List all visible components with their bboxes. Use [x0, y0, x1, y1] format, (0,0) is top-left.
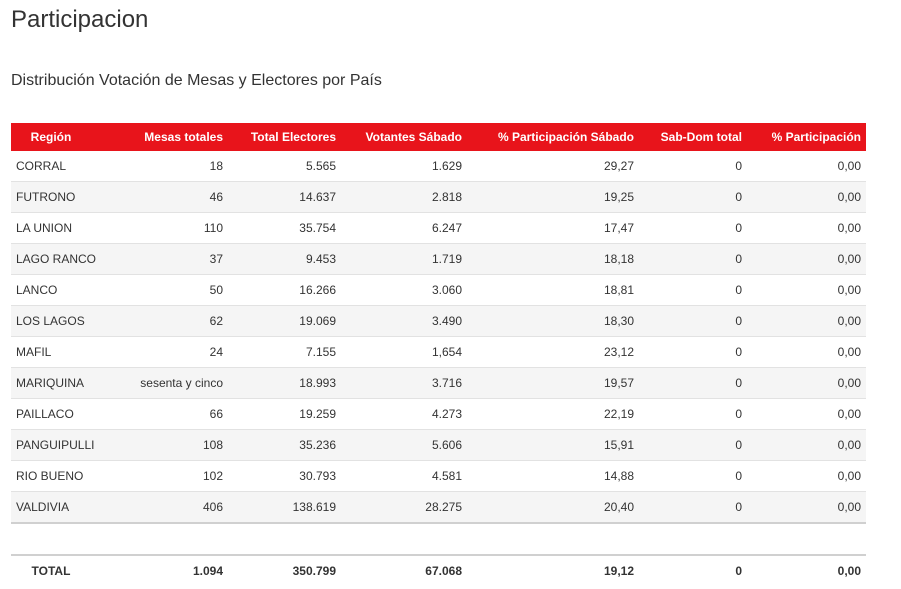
cell-mesas-totales: 62 [91, 306, 228, 337]
cell-total-electores: 18.993 [228, 368, 341, 399]
cell-participacion-sabado: 14,88 [467, 461, 639, 492]
cell-mesas-totales: sesenta y cinco [91, 368, 228, 399]
total-mesas-totales: 1.094 [91, 555, 228, 586]
total-sab-dom-total: 0 [639, 555, 747, 586]
table-row [11, 368, 866, 399]
table-row [11, 306, 866, 337]
cell-participacion: 0,00 [747, 399, 866, 430]
table-row [11, 399, 866, 430]
cell-participacion-sabado: 19,25 [467, 182, 639, 213]
cell-participacion: 0,00 [747, 337, 866, 368]
cell-votantes-sabado: 3.060 [341, 275, 467, 306]
cell-participacion-sabado: 18,81 [467, 275, 639, 306]
cell-sab-dom-total: 0 [639, 492, 747, 524]
cell-sab-dom-total: 0 [639, 182, 747, 213]
cell-participacion: 0,00 [747, 306, 866, 337]
total-total-electores: 350.799 [228, 555, 341, 586]
table-body [11, 151, 866, 523]
cell-votantes-sabado: 3.716 [341, 368, 467, 399]
cell-participacion-sabado: 23,12 [467, 337, 639, 368]
cell-participacion: 0,00 [747, 182, 866, 213]
cell-participacion-sabado: 22,19 [467, 399, 639, 430]
cell-votantes-sabado: 1.719 [341, 244, 467, 275]
cell-participacion: 0,00 [747, 430, 866, 461]
cell-sab-dom-total: 0 [639, 368, 747, 399]
table-row [11, 275, 866, 306]
cell-votantes-sabado: 1.629 [341, 151, 467, 182]
cell-region: LAGO RANCO [11, 244, 91, 275]
cell-participacion: 0,00 [747, 492, 866, 524]
cell-participacion-sabado: 20,40 [467, 492, 639, 524]
cell-sab-dom-total: 0 [639, 275, 747, 306]
table-row [11, 492, 866, 524]
table-footer [11, 555, 866, 586]
cell-total-electores: 19.069 [228, 306, 341, 337]
cell-participacion-sabado: 18,30 [467, 306, 639, 337]
cell-mesas-totales: 46 [91, 182, 228, 213]
cell-sab-dom-total: 0 [639, 399, 747, 430]
cell-region: RIO BUENO [11, 461, 91, 492]
cell-mesas-totales: 18 [91, 151, 228, 182]
cell-total-electores: 9.453 [228, 244, 341, 275]
cell-sab-dom-total: 0 [639, 244, 747, 275]
table-row [11, 182, 866, 213]
cell-votantes-sabado: 4.273 [341, 399, 467, 430]
cell-mesas-totales: 102 [91, 461, 228, 492]
cell-participacion-sabado: 17,47 [467, 213, 639, 244]
table-row [11, 213, 866, 244]
cell-participacion-sabado: 18,18 [467, 244, 639, 275]
cell-mesas-totales: 24 [91, 337, 228, 368]
cell-participacion: 0,00 [747, 275, 866, 306]
cell-participacion-sabado: 19,57 [467, 368, 639, 399]
cell-region: LA UNION [11, 213, 91, 244]
participation-table [11, 123, 866, 586]
cell-votantes-sabado: 6.247 [341, 213, 467, 244]
cell-region: MARIQUINA [11, 368, 91, 399]
cell-sab-dom-total: 0 [639, 430, 747, 461]
cell-total-electores: 5.565 [228, 151, 341, 182]
cell-participacion: 0,00 [747, 461, 866, 492]
cell-region: LANCO [11, 275, 91, 306]
cell-mesas-totales: 406 [91, 492, 228, 524]
table-row [11, 430, 866, 461]
cell-votantes-sabado: 1,654 [341, 337, 467, 368]
cell-mesas-totales: 108 [91, 430, 228, 461]
total-votantes-sabado: 67.068 [341, 555, 467, 586]
page-subtitle: Distribución Votación de Mesas y Electores por País [11, 72, 382, 89]
cell-region: PANGUIPULLI [11, 430, 91, 461]
total-label: TOTAL [11, 555, 91, 586]
cell-sab-dom-total: 0 [639, 213, 747, 244]
column-header-sab-dom-total[interactable]: Sab-Dom total [639, 123, 747, 151]
column-header-total-electores[interactable]: Total Electores [228, 123, 341, 151]
cell-votantes-sabado: 3.490 [341, 306, 467, 337]
column-header-votantes-sabado[interactable]: Votantes Sábado [341, 123, 467, 151]
header-row [11, 123, 866, 151]
total-row [11, 555, 866, 586]
cell-votantes-sabado: 5.606 [341, 430, 467, 461]
cell-mesas-totales: 37 [91, 244, 228, 275]
cell-participacion-sabado: 15,91 [467, 430, 639, 461]
spacer-row [11, 523, 866, 555]
cell-participacion: 0,00 [747, 151, 866, 182]
cell-participacion: 0,00 [747, 368, 866, 399]
column-header-mesas-totales[interactable]: Mesas totales [91, 123, 228, 151]
page-title: Participacion [11, 6, 149, 33]
column-header-participacion-sabado[interactable]: % Participación Sábado [467, 123, 639, 151]
cell-mesas-totales: 110 [91, 213, 228, 244]
cell-votantes-sabado: 4.581 [341, 461, 467, 492]
cell-sab-dom-total: 0 [639, 461, 747, 492]
cell-participacion-sabado: 29,27 [467, 151, 639, 182]
cell-votantes-sabado: 2.818 [341, 182, 467, 213]
cell-region: MAFIL [11, 337, 91, 368]
cell-region: FUTRONO [11, 182, 91, 213]
cell-sab-dom-total: 0 [639, 337, 747, 368]
cell-total-electores: 138.619 [228, 492, 341, 524]
cell-total-electores: 7.155 [228, 337, 341, 368]
column-header-region[interactable]: Región [11, 123, 91, 151]
cell-mesas-totales: 50 [91, 275, 228, 306]
cell-total-electores: 14.637 [228, 182, 341, 213]
cell-participacion: 0,00 [747, 213, 866, 244]
cell-total-electores: 35.236 [228, 430, 341, 461]
participation-table-container [11, 123, 866, 586]
total-participacion: 0,00 [747, 555, 866, 586]
cell-region: LOS LAGOS [11, 306, 91, 337]
cell-votantes-sabado: 28.275 [341, 492, 467, 524]
cell-region: VALDIVIA [11, 492, 91, 524]
table-header [11, 123, 866, 151]
cell-sab-dom-total: 0 [639, 306, 747, 337]
table-spacer [11, 523, 866, 555]
cell-sab-dom-total: 0 [639, 151, 747, 182]
cell-total-electores: 30.793 [228, 461, 341, 492]
cell-region: PAILLACO [11, 399, 91, 430]
table-row [11, 461, 866, 492]
cell-total-electores: 19.259 [228, 399, 341, 430]
column-header-participacion[interactable]: % Participación [747, 123, 866, 151]
cell-region: CORRAL [11, 151, 91, 182]
total-participacion-sabado: 19,12 [467, 555, 639, 586]
spacer-cell [11, 523, 866, 555]
table-row [11, 244, 866, 275]
cell-total-electores: 16.266 [228, 275, 341, 306]
cell-mesas-totales: 66 [91, 399, 228, 430]
cell-total-electores: 35.754 [228, 213, 341, 244]
table-row [11, 151, 866, 182]
table-row [11, 337, 866, 368]
cell-participacion: 0,00 [747, 244, 866, 275]
